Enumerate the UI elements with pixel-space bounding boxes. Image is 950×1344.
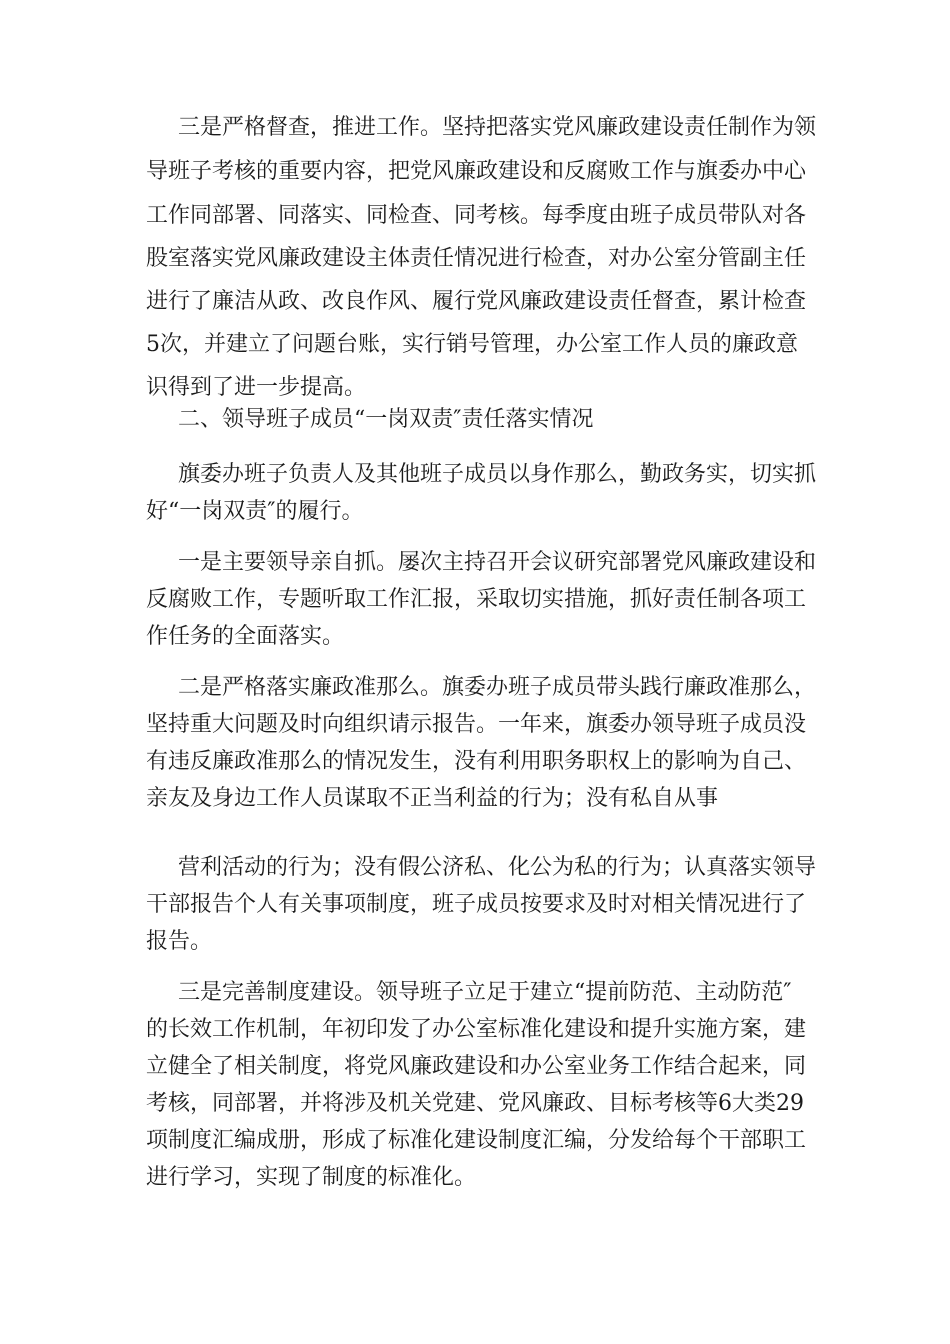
paragraph-line: 项制度汇编成册，形成了标准化建设制度汇编，分发给每个干部职工 [146, 1128, 807, 1153]
paragraph-line: 旗委办班子负责人及其他班子成员以身作那么，勤政务实，切实抓 [178, 462, 817, 487]
paragraph-line: 一是主要领导亲自抓。屡次主持召开会议研究部署党风廉政建设和 [178, 550, 817, 575]
paragraph-line: 反腐败工作，专题听取工作汇报，采取切实措施，抓好责任制各项工 [146, 587, 807, 612]
paragraph-line: 亲友及身边工作人员谋取不正当利益的行为；没有私自从事 [146, 786, 719, 811]
paragraph-line: 考核，同部署，并将涉及机关党建、党风廉政、目标考核等6大类29 [146, 1091, 804, 1116]
paragraph-line: 作任务的全面落实。 [146, 624, 345, 649]
paragraph-line: 三是完善制度建设。领导班子立足于建立“提前防范、主动防范″ [178, 980, 792, 1005]
paragraph-line: 干部报告个人有关事项制度，班子成员按要求及时对相关情况进行了 [146, 892, 807, 917]
paragraph-line: 报告。 [146, 929, 213, 954]
paragraph-line: 5次，并建立了问题台账，实行销号管理，办公室工作人员的廉政意 [146, 332, 798, 357]
paragraph-line: 三是严格督查，推进工作。坚持把落实党风廉政建设责任制作为领 [178, 115, 817, 140]
paragraph-line: 进行学习，实现了制度的标准化。 [146, 1165, 477, 1190]
paragraph-line: 导班子考核的重要内容，把党风廉政建设和反腐败工作与旗委办中心 [146, 159, 807, 184]
paragraph-line: 二是严格落实廉政准那么。旗委办班子成员带头践行廉政准那么， [178, 675, 817, 700]
paragraph-line: 进行了廉洁从政、改良作风、履行党风廉政建设责任督查，累计检查 [146, 289, 807, 314]
paragraph-line: 好“一岗双责″的履行。 [146, 499, 364, 524]
paragraph-line: 立健全了相关制度，将党风廉政建设和办公室业务工作结合起来，同 [146, 1054, 807, 1079]
paragraph-line: 营利活动的行为；没有假公济私、化公为私的行为；认真落实领导 [178, 855, 817, 880]
section-heading-line: 二、领导班子成员“一岗双责″责任落实情况 [178, 407, 594, 432]
paragraph-line: 识得到了进一步提高。 [146, 375, 367, 400]
paragraph-line: 的长效工作机制，年初印发了办公室标准化建设和提升实施方案，建 [146, 1017, 807, 1042]
paragraph-line: 坚持重大问题及时向组织请示报告。一年来，旗委办领导班子成员没 [146, 712, 807, 737]
paragraph-line: 股室落实党风廉政建设主体责任情况进行检查，对办公室分管副主任 [146, 246, 807, 271]
paragraph-line: 工作同部署、同落实、同检查、同考核。每季度由班子成员带队对各 [146, 203, 807, 228]
paragraph-line: 有违反廉政准那么的情况发生，没有利用职务职权上的影响为自己、 [146, 749, 807, 774]
